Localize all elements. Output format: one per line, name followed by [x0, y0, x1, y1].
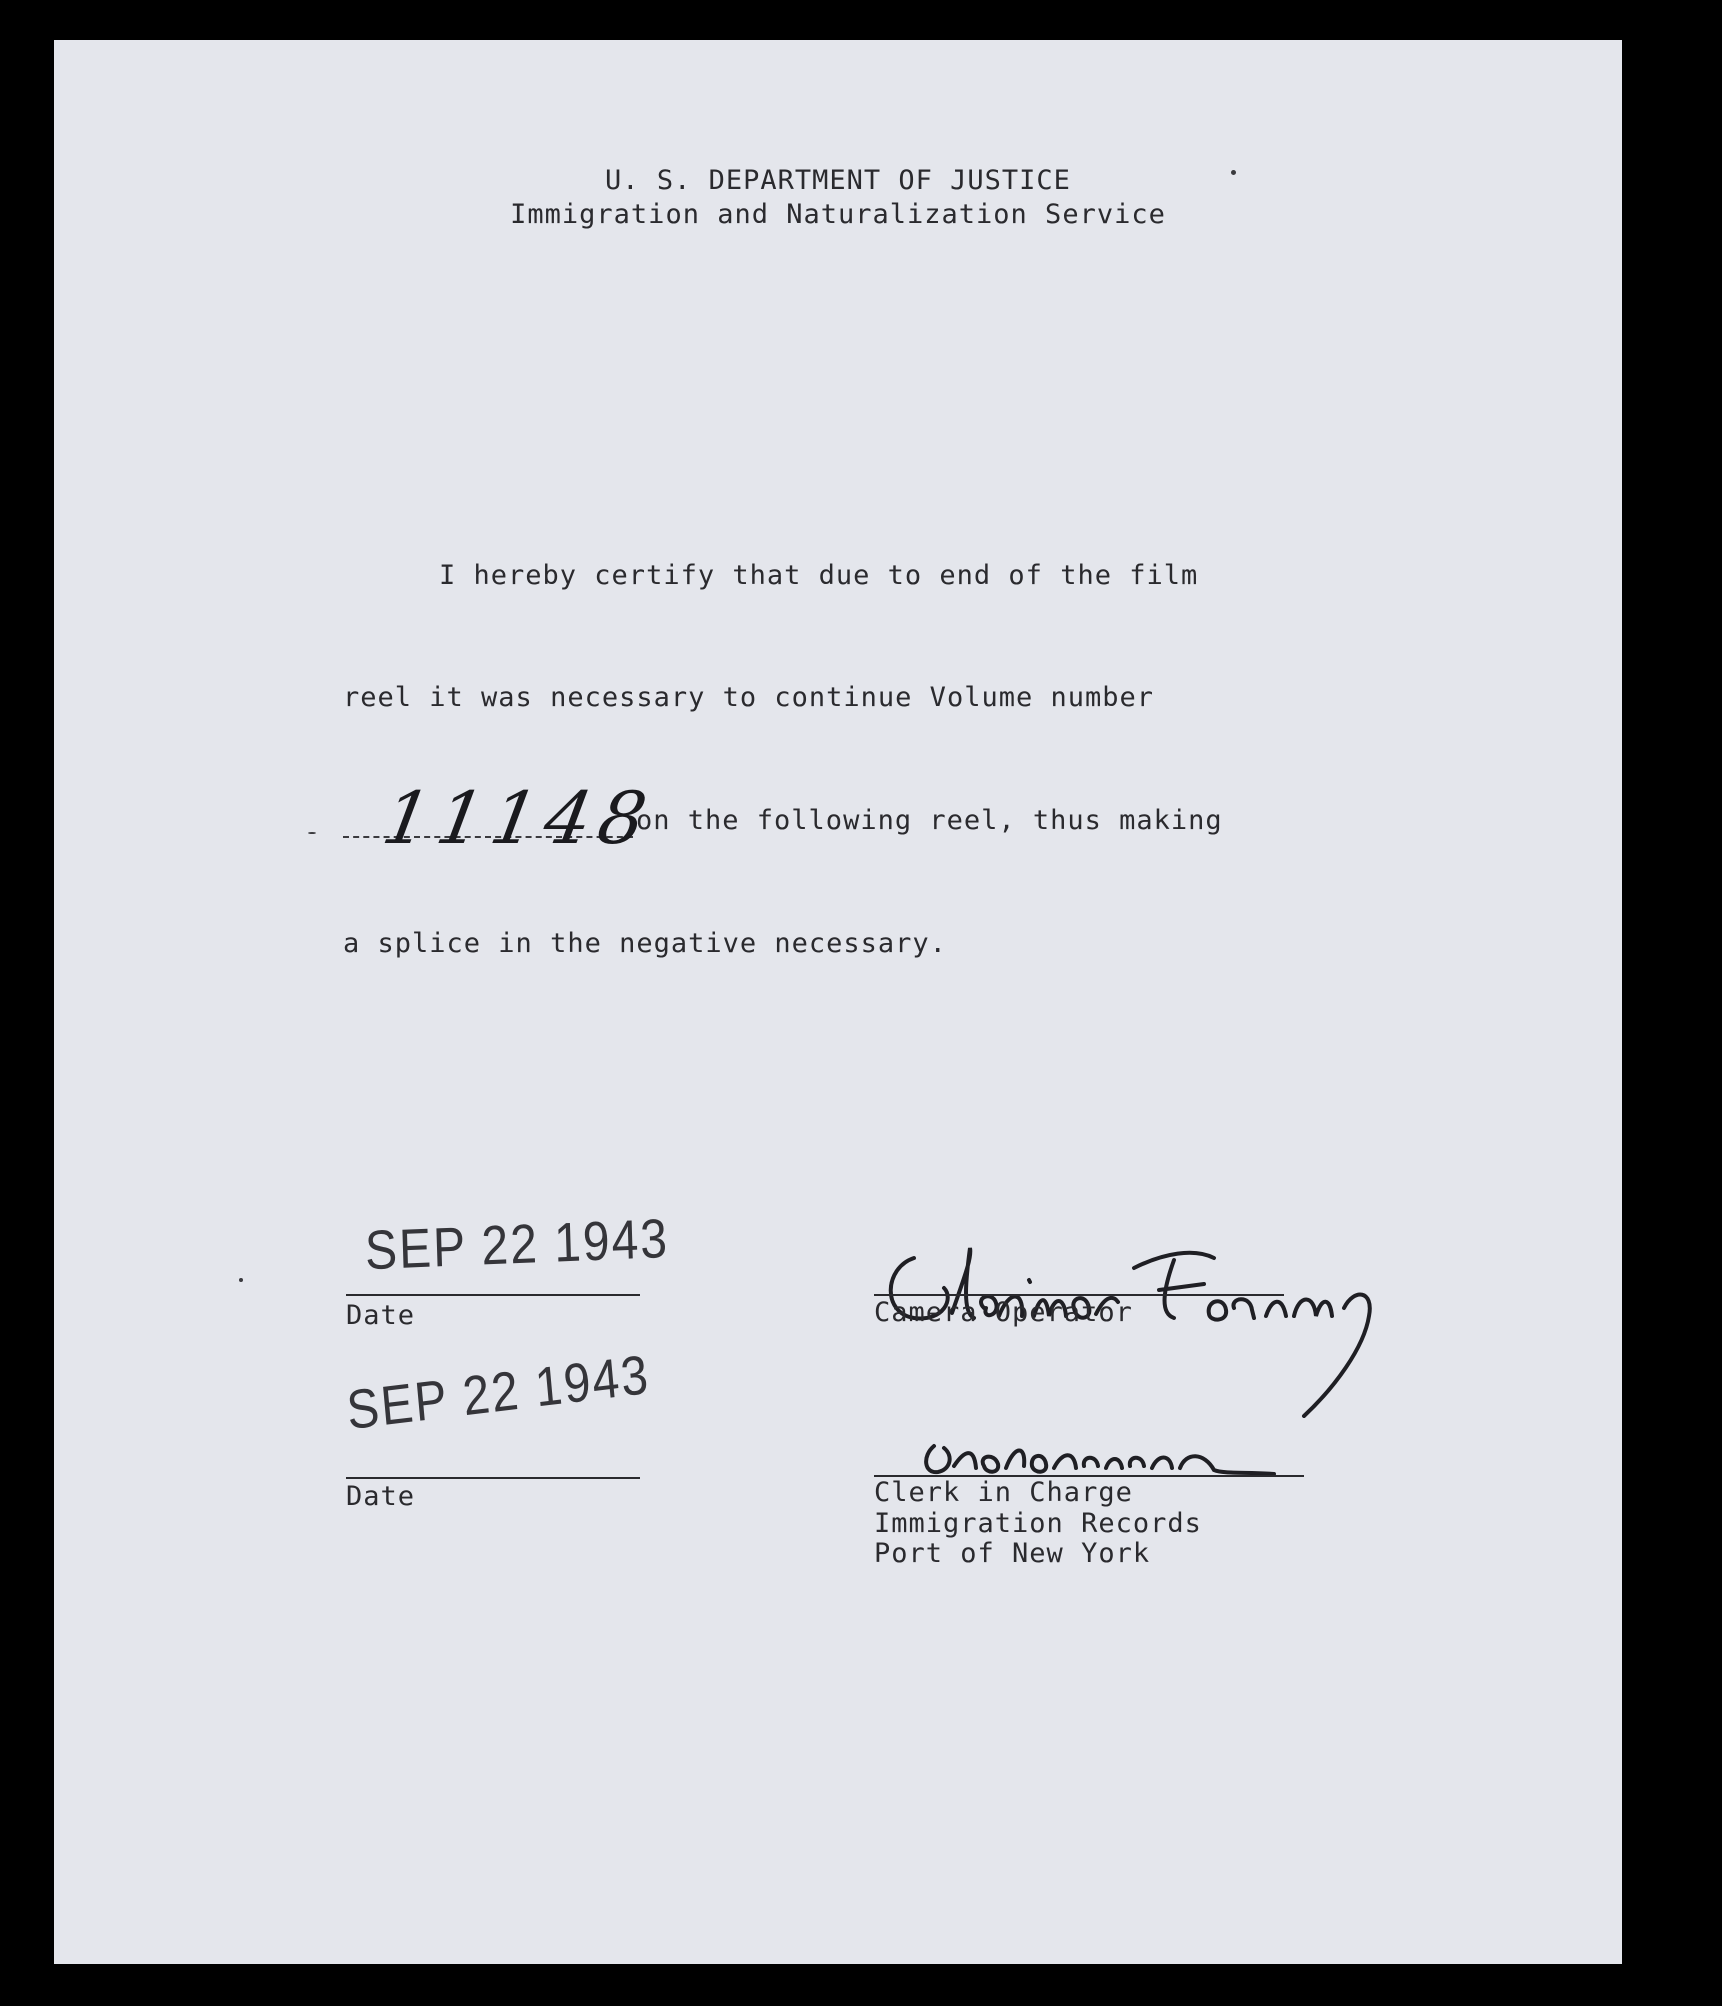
- clerk-title-label: Clerk in Charge: [874, 1477, 1133, 1508]
- certificate-page: [54, 40, 1622, 1964]
- dust-speck: [239, 1278, 243, 1282]
- certificate-line-4: a splice in the negative necessary.: [343, 928, 947, 959]
- clerk-location-label: Port of New York: [874, 1538, 1151, 1569]
- certificate-line-3: on the following reel, thus making: [636, 805, 1223, 836]
- certificate-line-1: I hereby certify that due to end of the film: [439, 560, 1199, 591]
- date-label-2: Date: [346, 1481, 416, 1512]
- date-signature-line-2: [346, 1477, 640, 1479]
- certificate-line-2: reel it was necessary to continue Volume number: [343, 682, 1155, 713]
- volume-number-handwritten: 11148: [376, 776, 661, 860]
- service-heading: Immigration and Naturalization Service: [510, 199, 1166, 230]
- clerk-office-label: Immigration Records: [874, 1508, 1202, 1539]
- date-label-1: Date: [346, 1300, 416, 1331]
- dust-speck: [308, 832, 316, 834]
- date-stamp-2: SEP 22 1943: [344, 1344, 653, 1442]
- camera-operator-signature-line: [874, 1294, 1284, 1296]
- dust-speck: [1231, 170, 1236, 175]
- department-heading: U. S. DEPARTMENT OF JUSTICE: [605, 165, 1071, 196]
- date-signature-line-1: [346, 1294, 640, 1296]
- camera-operator-label: Camera Operator: [874, 1297, 1133, 1328]
- date-stamp-1: SEP 22 1943: [364, 1208, 670, 1282]
